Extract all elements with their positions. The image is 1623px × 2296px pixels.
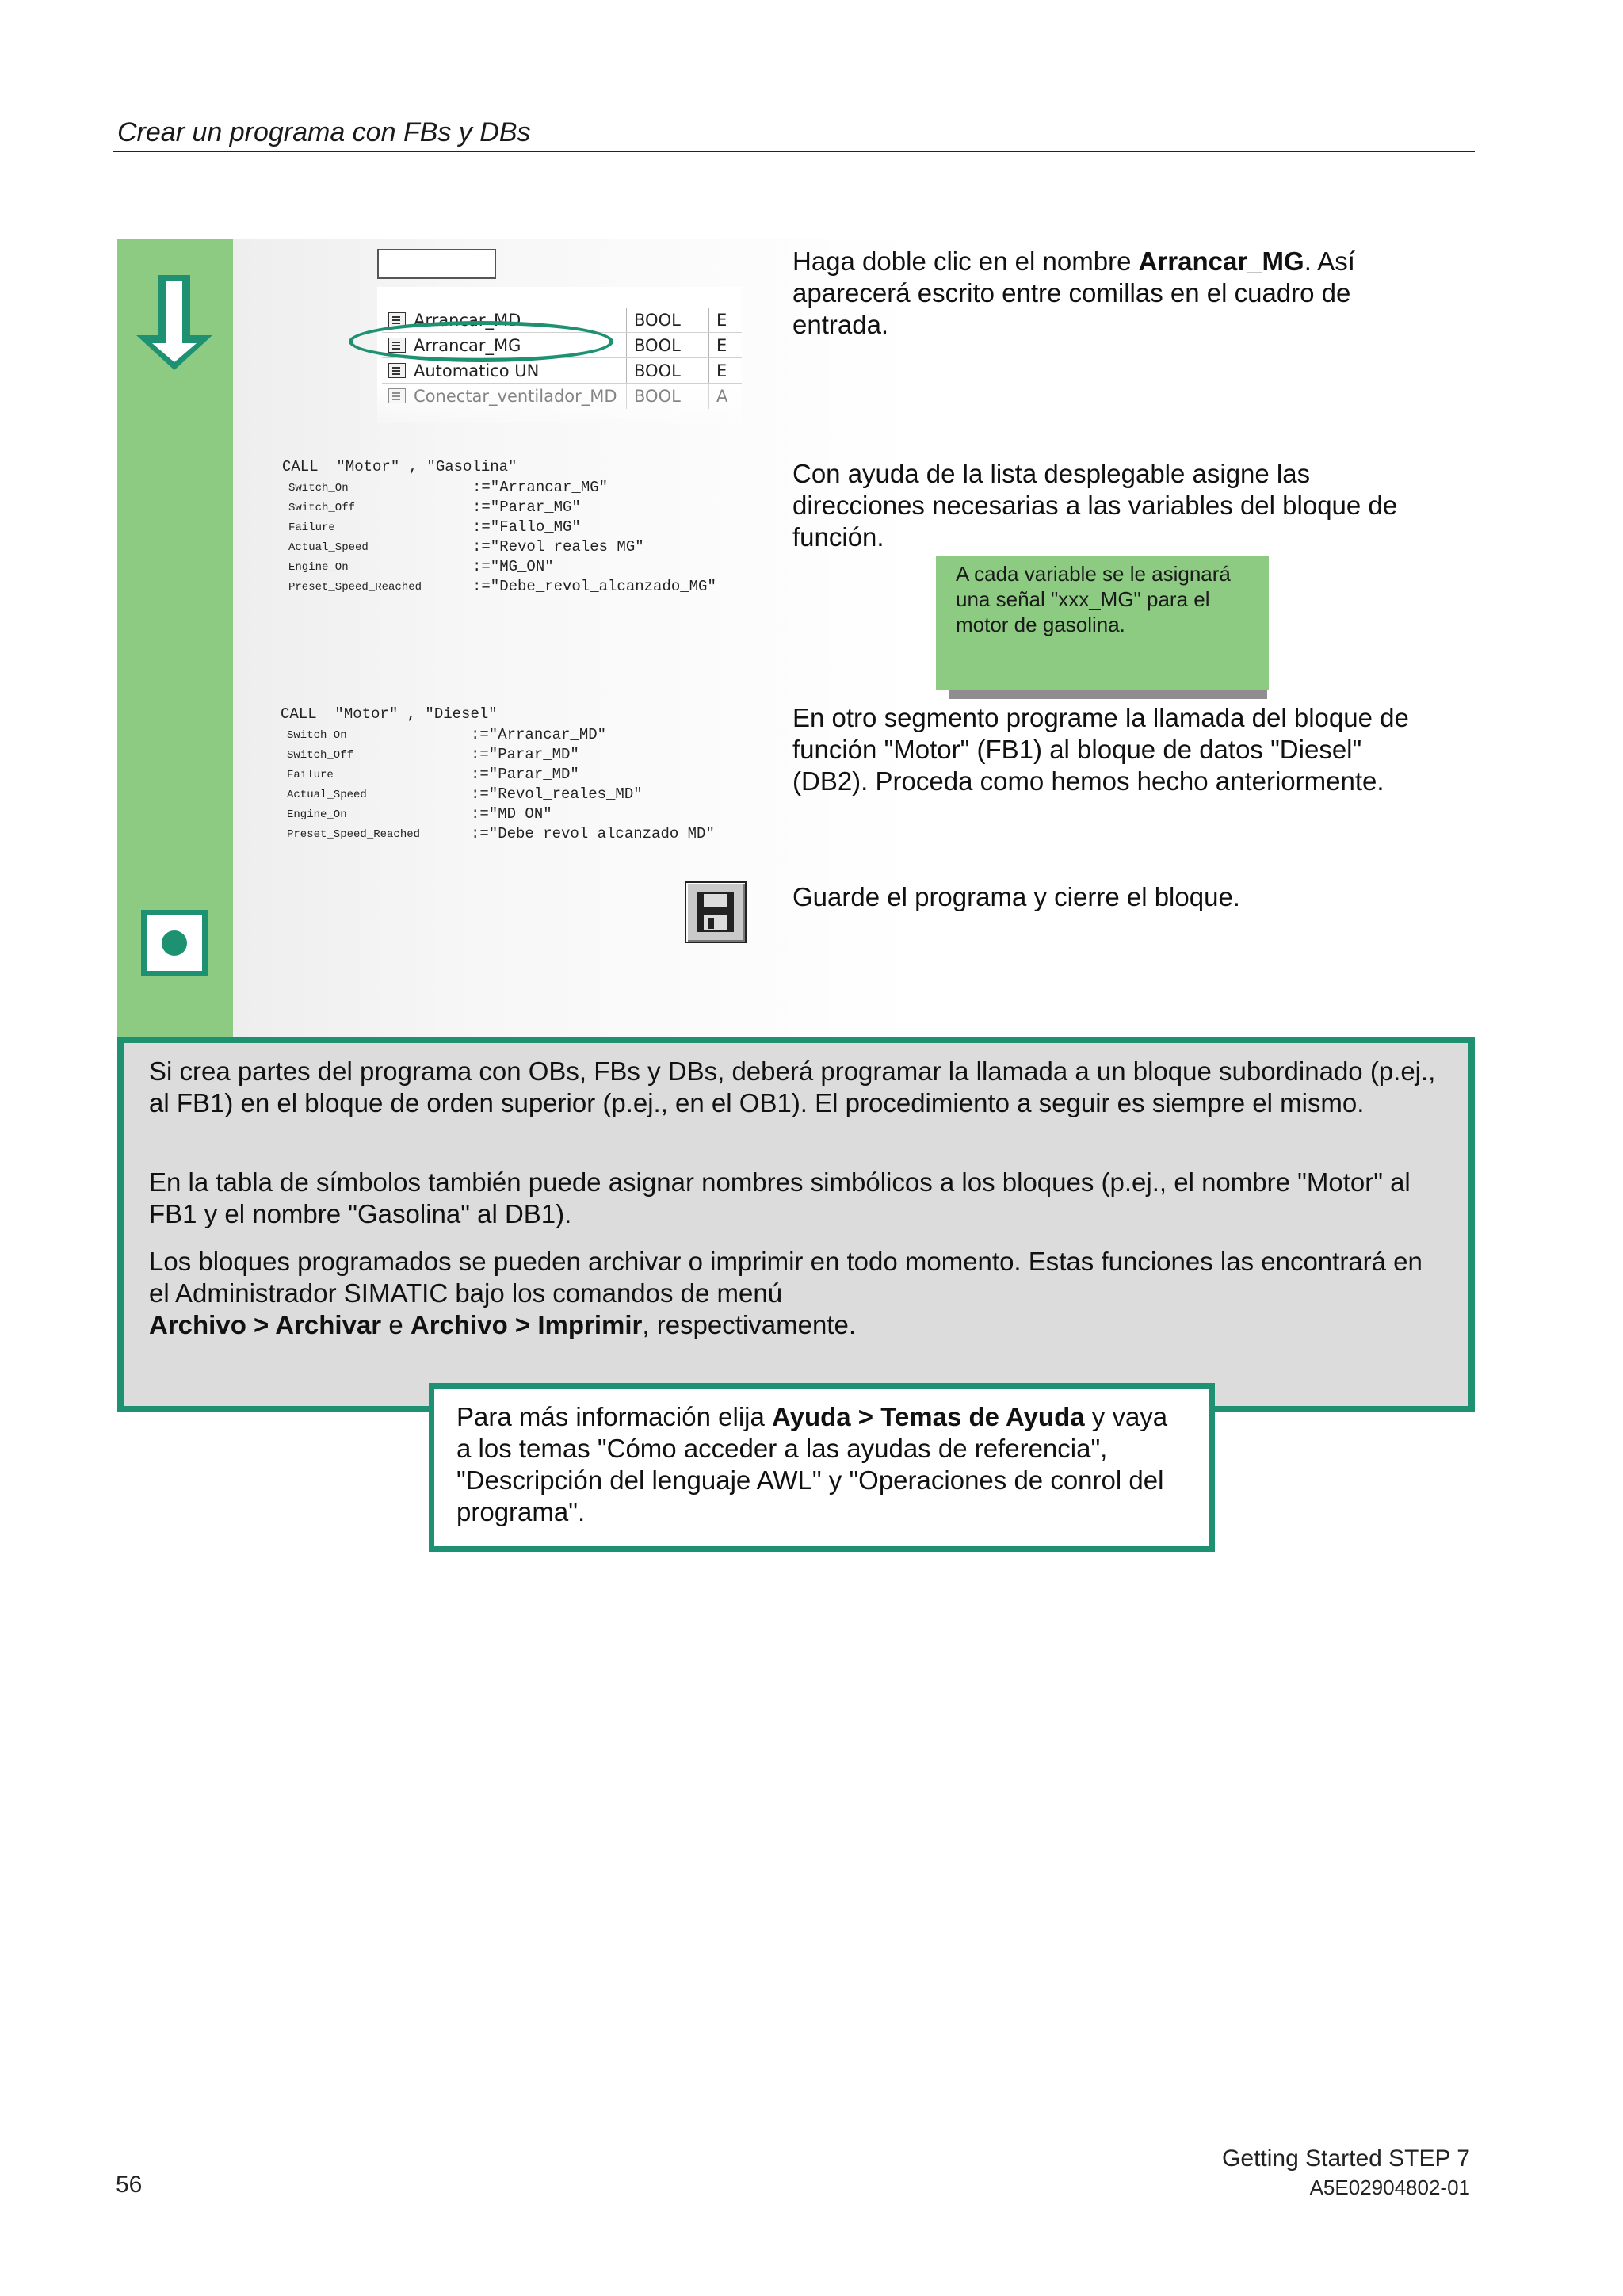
info-panel: [117, 1037, 1475, 1412]
code-call-line: CALL "Motor" , "Gasolina": [282, 458, 517, 476]
code-block-gasolina: [282, 458, 773, 601]
footer-doc-code: A5E02904802-01: [1309, 2176, 1470, 2199]
table-row[interactable]: Arrancar_MG BOOL E: [382, 333, 742, 358]
help-text: Para más información elija Ayuda > Temas de Ayuda y vaya a los temas "Cómo acceder a las ayudas de referencia", "Descripción del lenguaje AWL" y "Operaciones de conrol del programa".: [456, 1402, 1168, 1526]
step-2-text: Con ayuda de la lista desplegable asigne las direcciones necesarias a las variables del bloque de función.: [792, 459, 1398, 552]
code-param-row: Engine_On :="MD_ON": [287, 805, 552, 823]
code-param-row: Failure :="Parar_MD": [287, 766, 579, 783]
symbol-icon: [388, 388, 406, 403]
note-text: A cada variable se le asignará una señal "xxx_MG" para el motor de gasolina.: [956, 562, 1231, 636]
code-param-row: Engine_On :="MG_ON": [288, 558, 554, 575]
code-param-row: Failure :="Fallo_MG": [288, 518, 581, 536]
code-param-row: Actual_Speed :="Revol_reales_MG": [288, 538, 644, 556]
code-param-row: Actual_Speed :="Revol_reales_MD": [287, 785, 643, 803]
stop-icon: [141, 910, 208, 976]
code-param-row: Switch_On :="Arrancar_MD": [287, 726, 607, 743]
info-paragraph-3: Los bloques programados se pueden archivar o imprimir en todo momento. Estas funciones las encontrará en el Administrador SIMATIC bajo los comandos de menú Archivo > Archivar e Archivo > Imprimir, respectivamente.: [149, 1247, 1423, 1339]
code-param-row: Preset_Speed_Reached :="Debe_revol_alcanzado_MG": [288, 578, 716, 595]
header-rule: [113, 151, 1475, 152]
code-call-line: CALL "Motor" , "Diesel": [281, 705, 498, 723]
table-row[interactable]: Automatico UN BOOL E: [382, 358, 742, 384]
code-block-diesel: [281, 705, 772, 848]
code-param-row: Switch_Off :="Parar_MG": [288, 499, 581, 516]
table-row[interactable]: Conectar_ventilador_MD BOOL A: [382, 384, 742, 409]
down-arrow-icon: [132, 272, 217, 379]
info-paragraph-1: Si crea partes del programa con OBs, FBs y DBs, deberá programar la llamada a un bloque subordinado (p.ej., al FB1) en el bloque de orden superior (p.ej., en el OB1). El procedimiento a seguir es siempre el mismo.: [149, 1056, 1436, 1117]
code-param-row: Switch_On :="Arrancar_MG": [288, 479, 609, 496]
symbol-icon: [388, 363, 406, 378]
code-param-row: Preset_Speed_Reached :="Debe_revol_alcanzado_MD": [287, 825, 715, 842]
step-4-text: Guarde el programa y cierre el bloque.: [792, 882, 1240, 911]
table-row[interactable]: Arrancar_MD BOOL E: [382, 308, 742, 333]
selection-highlight-ellipse: [349, 321, 613, 362]
help-box: [429, 1383, 1215, 1552]
save-icon[interactable]: [685, 881, 747, 943]
symbol-input-box[interactable]: [377, 249, 496, 279]
step-3-text: En otro segmento programe la llamada del bloque de función "Motor" (FB1) al bloque de datos "Diesel" (DB2). Proceda como hemos hecho anteriormente.: [792, 703, 1409, 796]
footer-doc-title: Getting Started STEP 7: [1222, 2145, 1470, 2172]
page-header-title: Crear un programa con FBs y DBs: [117, 117, 531, 147]
page-number: 56: [116, 2172, 143, 2198]
info-paragraph-2: En la tabla de símbolos también puede asignar nombres simbólicos a los bloques (p.ej., el nombre "Motor" al FB1 y el nombre "Gasolina" al DB1).: [149, 1167, 1411, 1228]
step-1-text: Haga doble clic en el nombre Arrancar_MG. Así aparecerá escrito entre comillas en el cuadro de entrada.: [792, 246, 1355, 339]
code-param-row: Switch_Off :="Parar_MD": [287, 746, 579, 763]
